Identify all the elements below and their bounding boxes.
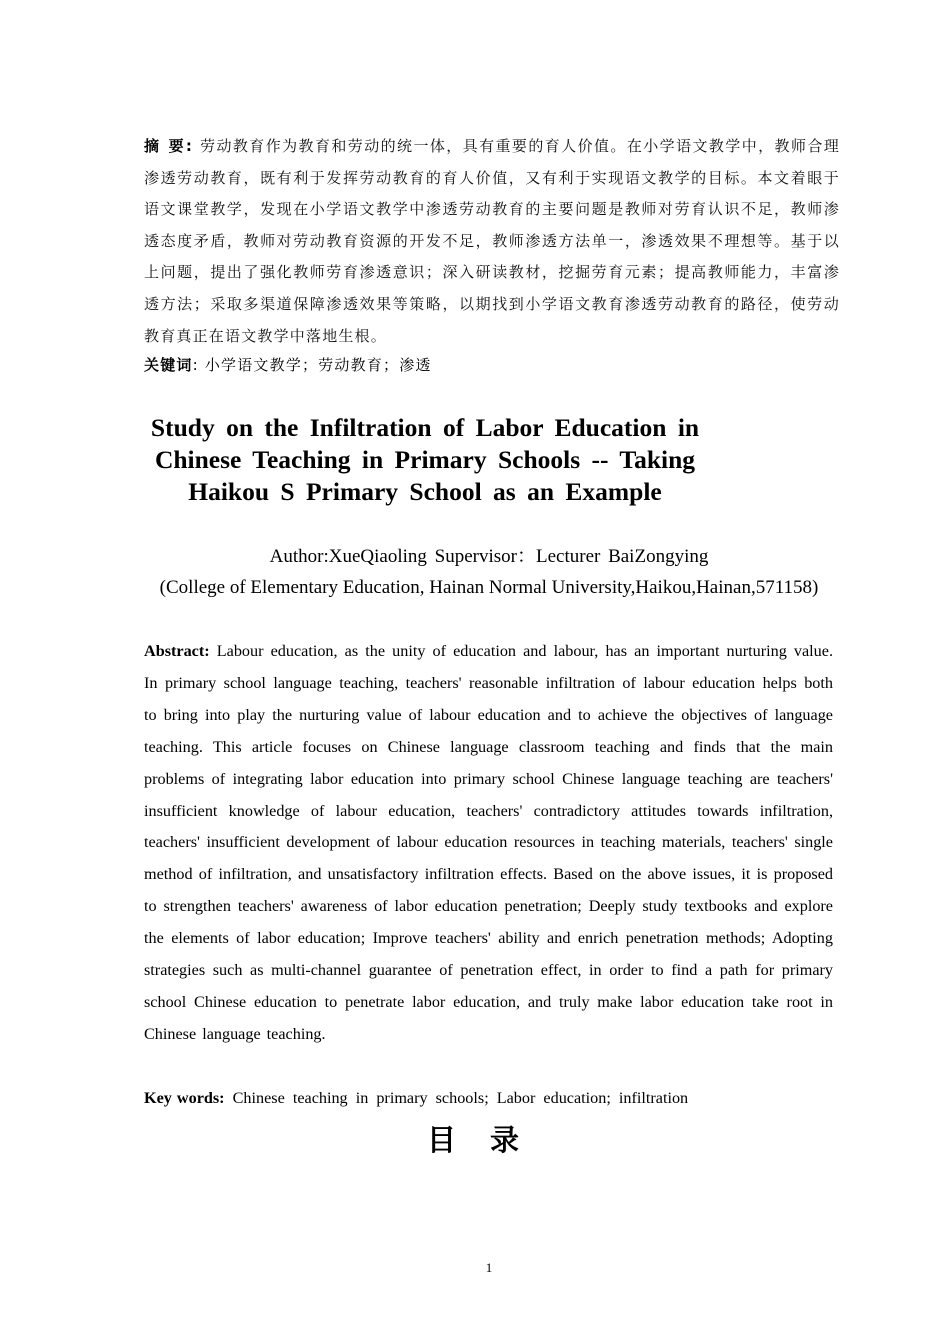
college-line: (College of Elementary Education, Hainan Normal University,Haikou,Hainan,571158) (159, 577, 819, 598)
chinese-abstract-label: 摘 要: (144, 137, 194, 155)
english-keywords-text: Chinese teaching in primary schools; Labor education; infiltration (232, 1089, 689, 1107)
author-line: Author:XueQiaoling Supervisor：Lecturer BaiZongying (269, 546, 709, 567)
english-abstract-label: Abstract: (144, 642, 210, 660)
english-abstract-text: Labour education, as the unity of education and labour, has an important nurturing value. In primary school language teaching, teachers' reasonable infiltration of labour education helps both to bring into play the nurturing value of labour education and to achieve the objectives of language teaching. This article focuses on Chinese language classroom teaching and finds that the main problems of integrating labor education into primary school Chinese language teaching are teachers' insufficient knowledge of labour education, teachers' contradictory attitudes towards infiltration, teachers' insufficient development of labour education resources in teaching materials, teachers' single method of infiltration, and unsatisfactory infiltration effects. Based on the above issues, it is proposed to strengthen teachers' awareness of labor education penetration; Deeply study textbooks and explore the elements of labor education; Improve teachers' ability and enrich penetration methods; Adopting strategies such as multi-channel guarantee of penetration effect, in order to find a path for primary school Chinese education to penetrate labor education, and truly make labor education take root in Chinese language teaching. (144, 642, 833, 1043)
english-title: Study on the Infiltration of Labor Education in Chinese Teaching in Primary Schools -- Taking Haikou S Primary School as an Example (150, 413, 700, 506)
english-keywords-label: Key words: (144, 1089, 225, 1107)
chinese-keywords-text: : 小学语文教学；劳动教育；渗透 (192, 356, 432, 374)
chinese-keywords-label: 关键词 (144, 356, 193, 374)
chinese-abstract-text: 劳动教育作为教育和劳动的统一体，具有重要的育人价值。在小学语文教学中，教师合理渗透劳动教育，既有利于发挥劳动教育的育人价值，又有利于实现语文教学的目标。本文着眼于语文课堂教学，发现在小学语文教学中渗透劳动教育的主要问题是教师对劳育认识不足，教师渗透态度矛盾，教师对劳动教育资源的开发不足，教师渗透方法单一，渗透效果不理想等。基于以上问题，提出了强化教师劳育渗透意识；深入研读教材，挖掘劳育元素；提高教师能力，丰富渗透方法；采取多渠道保障渗透效果等策略，以期找到小学语文教育渗透劳动教育的路径，使劳动教育真正在语文教学中落地生根。 (144, 137, 840, 345)
english-keywords (144, 1085, 833, 1111)
chinese-keywords (144, 352, 840, 378)
table-of-contents-heading: 目录 (426, 1123, 553, 1157)
english-abstract (144, 636, 833, 1051)
page-number: 1 (485, 1260, 493, 1275)
chinese-abstract (144, 131, 840, 352)
